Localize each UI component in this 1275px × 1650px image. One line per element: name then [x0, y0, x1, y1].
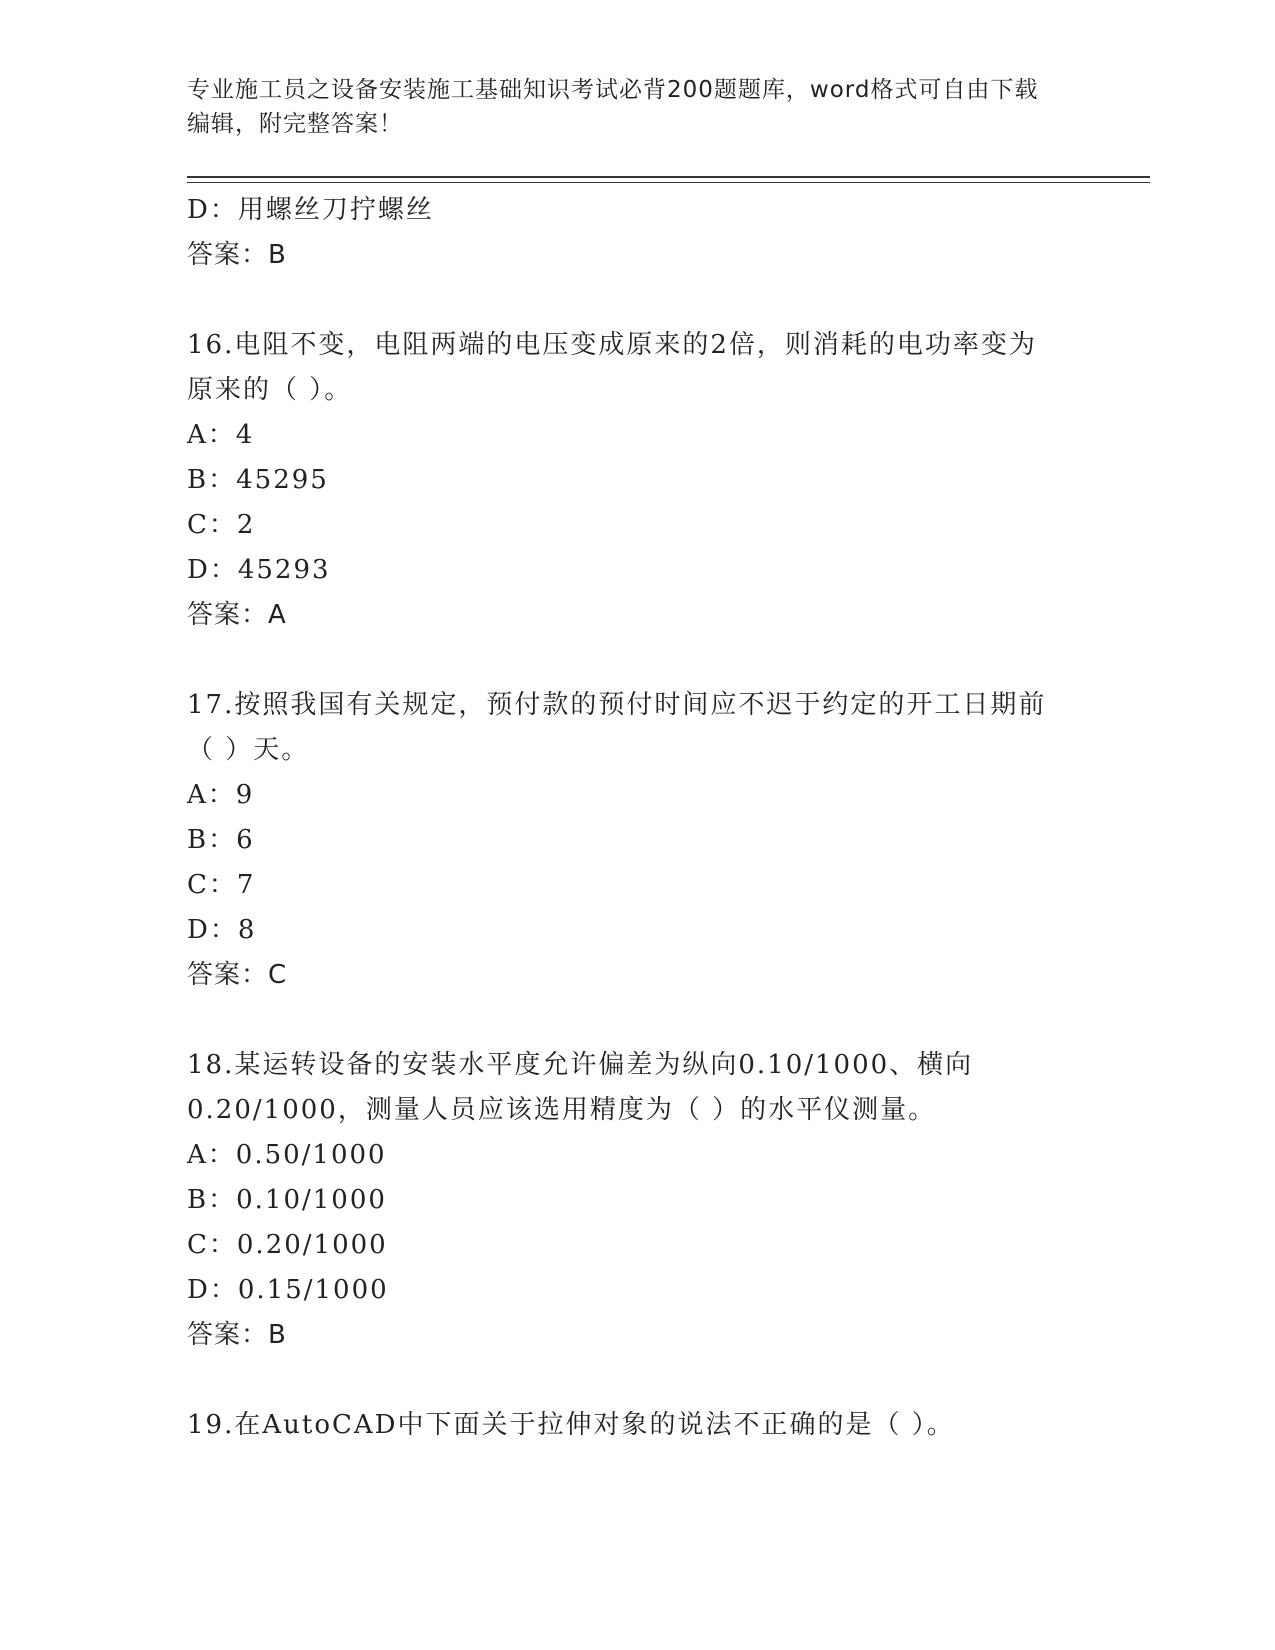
q16-option-a: A：4 — [187, 420, 255, 450]
q16-stem-line-1: 16.电阻不变，电阻两端的电压变成原来的2倍，则消耗的电功率变为 — [187, 330, 1037, 360]
q16-stem — [187, 323, 1087, 413]
spacer — [187, 998, 1087, 1043]
q18-option-c: C：0.20/1000 — [187, 1230, 388, 1260]
q17-stem-line-2: （ ）天。 — [187, 735, 310, 765]
q18-stem — [187, 1043, 1087, 1133]
q18-option-a: A：0.50/1000 — [187, 1140, 387, 1170]
header-title-line-2: 编辑，附完整答案！ — [187, 111, 403, 137]
q15-option-d: D：用螺丝刀拧螺丝 — [187, 195, 434, 225]
q17-option-a: A：9 — [187, 780, 255, 810]
q17-stem — [187, 683, 1087, 773]
q19-stem-line-1: 19.在AutoCAD中下面关于拉伸对象的说法不正确的是（ ）。 — [187, 1410, 955, 1440]
q16-option-c: C：2 — [187, 510, 256, 540]
spacer — [187, 638, 1087, 683]
q16-stem-line-2: 原来的（ ）。 — [187, 375, 353, 405]
q17-option-b: B：6 — [187, 825, 255, 855]
header-divider-thin — [187, 182, 1150, 183]
q18-answer: 答案：B — [187, 1320, 287, 1350]
question-list — [187, 188, 1087, 1448]
q16-option-b: B：45295 — [187, 465, 329, 495]
q17-option-d: D：8 — [187, 915, 257, 945]
header-title-line-1: 专业施工员之设备安装施工基础知识考试必背200题题库，word格式可自由下载 — [187, 77, 1039, 103]
document-header — [187, 73, 1087, 141]
q16-answer: 答案：A — [187, 600, 287, 630]
q16-option-d: D：45293 — [187, 555, 331, 585]
q15-answer: 答案：B — [187, 240, 287, 270]
q17-option-c: C：7 — [187, 870, 256, 900]
spacer — [187, 278, 1087, 323]
q18-stem-line-2: 0.20/1000，测量人员应该选用精度为（ ）的水平仪测量。 — [187, 1095, 937, 1125]
q18-option-d: D：0.15/1000 — [187, 1275, 389, 1305]
header-divider-thick — [187, 176, 1150, 178]
q18-option-b: B：0.10/1000 — [187, 1185, 387, 1215]
q19-stem — [187, 1403, 1087, 1448]
q17-stem-line-1: 17.按照我国有关规定，预付款的预付时间应不迟于约定的开工日期前 — [187, 690, 1047, 720]
spacer — [187, 1358, 1087, 1403]
q17-answer: 答案：C — [187, 960, 288, 990]
q18-stem-line-1: 18.某运转设备的安装水平度允许偏差为纵向0.10/1000、横向 — [187, 1050, 974, 1080]
